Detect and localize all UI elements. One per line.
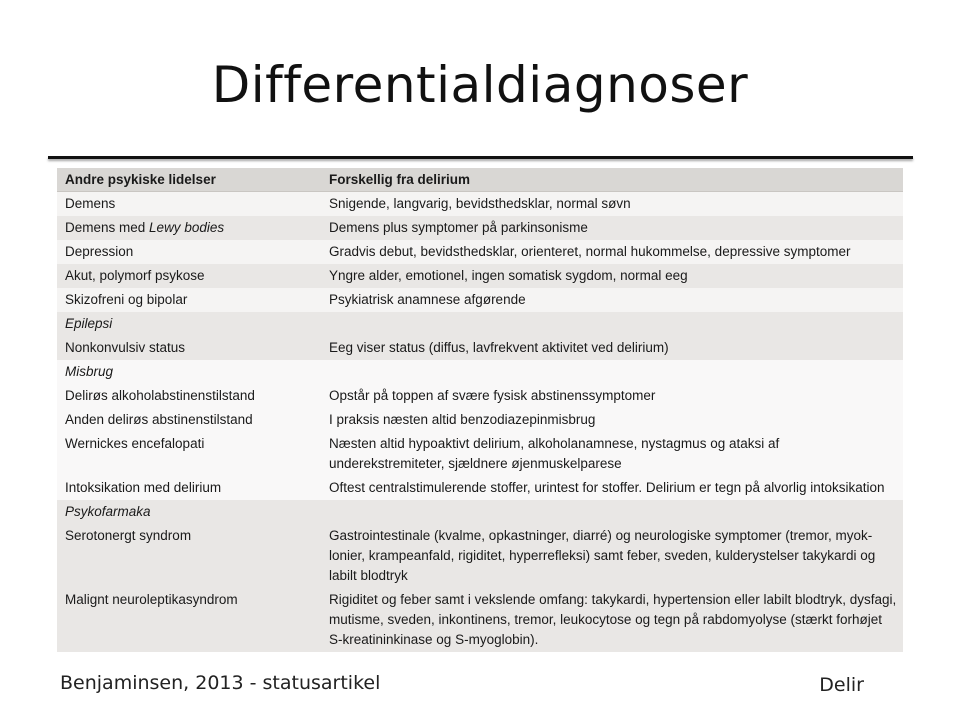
table-row-category xyxy=(57,500,903,524)
column-header-difference: Forskellig fra delirium xyxy=(321,168,903,192)
table-row xyxy=(57,240,903,264)
category-label: Psykofarmaka xyxy=(57,500,321,524)
row-condition: Delirøs alkoholabstinenstilstand xyxy=(57,384,321,408)
footer-citation: Benjaminsen, 2013 - statusartikel xyxy=(60,672,381,694)
category-label: Misbrug xyxy=(57,360,321,384)
row-difference: Yngre alder, emotionel, ingen somatisk sygdom, normal eeg xyxy=(321,264,903,288)
table-row xyxy=(57,264,903,288)
table-row xyxy=(57,588,903,652)
row-difference: Rigiditet og feber samt i vekslende omfang: takykardi, hypertension eller labilt blodtryk, dysfagi, mutisme, sveden, inkontinens, tremor, leukocytose og tegn på rabdomyolyse (stærkt forhøjet S-kreatininkinase og S-myoglobin). xyxy=(321,588,903,652)
row-difference: Oftest centralstimulerende stoffer, urintest for stoffer. Delirium er tegn på alvorlig intoksikation xyxy=(321,476,903,500)
table-row xyxy=(57,408,903,432)
row-condition: Intoksikation med delirium xyxy=(57,476,321,500)
differential-table xyxy=(57,168,903,652)
row-condition xyxy=(57,216,321,240)
row-difference: Gradvis debut, bevidsthedsklar, orienteret, normal hukommelse, depressive symptomer xyxy=(321,240,903,264)
table-row xyxy=(57,432,903,476)
row-difference: Eeg viser status (diffus, lavfrekvent aktivitet ved delirium) xyxy=(321,336,903,360)
row-condition: Skizofreni og bipolar xyxy=(57,288,321,312)
row-condition: Depression xyxy=(57,240,321,264)
title-divider xyxy=(48,156,913,159)
row-condition: Wernickes encefalopati xyxy=(57,432,321,476)
row-difference: Næsten altid hypoaktivt delirium, alkoholanamnese, nystagmus og ataksi af underekstremiteter, sjældnere øjenmuskelparese xyxy=(321,432,903,476)
row-difference: Snigende, langvarig, bevidsthedsklar, normal søvn xyxy=(321,192,903,217)
table-row-category xyxy=(57,312,903,336)
row-condition: Serotonergt syndrom xyxy=(57,524,321,588)
slide-title: Differentialdiagnoser xyxy=(211,56,749,114)
row-condition: Demens xyxy=(57,192,321,217)
category-label: Epilepsi xyxy=(57,312,321,336)
row-difference: Psykiatrisk anamnese afgørende xyxy=(321,288,903,312)
row-difference: I praksis næsten altid benzodiazepinmisbrug xyxy=(321,408,903,432)
table xyxy=(57,168,903,652)
column-header-other-disorders: Andre psykiske lidelser xyxy=(57,168,321,192)
table-row xyxy=(57,192,903,217)
table-header-row xyxy=(57,168,903,192)
row-condition: Akut, polymorf psykose xyxy=(57,264,321,288)
row-condition: Nonkonvulsiv status xyxy=(57,336,321,360)
table-row-category xyxy=(57,360,903,384)
row-difference: Opstår på toppen af svære fysisk abstinenssymptomer xyxy=(321,384,903,408)
row-condition: Malignt neuroleptikasyndrom xyxy=(57,588,321,652)
table-row xyxy=(57,216,903,240)
row-difference: Gastrointestinale (kvalme, opkastninger, diarré) og neurologiske symptomer (tremor, myok-lonier, krampeanfald, rigiditet, hyperrefleksi) samt feber, sveden, kulderystelser takykardi og labilt blodtryk xyxy=(321,524,903,588)
row-difference: Demens plus symptomer på parkinsonisme xyxy=(321,216,903,240)
table-row xyxy=(57,288,903,312)
table-row xyxy=(57,336,903,360)
table-row xyxy=(57,476,903,500)
row-difference xyxy=(321,360,903,384)
row-difference xyxy=(321,500,903,524)
row-condition: Anden delirøs abstinenstilstand xyxy=(57,408,321,432)
condition-italic-text: Lewy bodies xyxy=(149,220,225,235)
condition-text: Demens med xyxy=(65,220,150,235)
footer-topic: Delir xyxy=(819,674,864,696)
table-row xyxy=(57,384,903,408)
row-difference xyxy=(321,312,903,336)
table-row xyxy=(57,524,903,588)
